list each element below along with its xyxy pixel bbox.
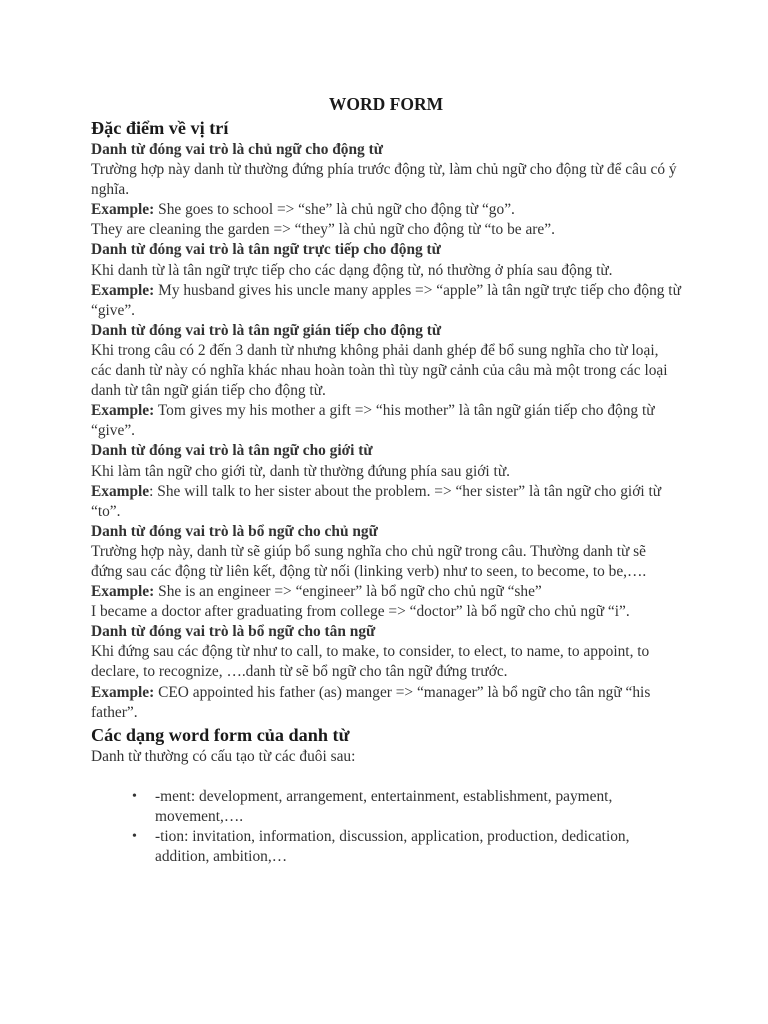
example-label: Example: [91, 402, 155, 420]
example-extra: I became a doctor after graduating from college => “doctor” là bổ ngữ cho chủ ngữ “i”. [91, 603, 630, 621]
subsection-text: Khi danh từ là tân ngữ trực tiếp cho các dạng động từ, nó thường ở phía sau động từ. [91, 261, 613, 279]
example-text: CEO appointed his father (as) manger => “manager” là bổ ngữ cho tân ngữ “his father”. [91, 683, 651, 721]
subsection-text: Khi đứng sau các động từ như to call, to make, to consider, to elect, to name, to appoint, to declare, to recognize, ….danh từ sẽ bổ ngữ cho tân ngữ đứng trước. [91, 643, 650, 681]
example-label: Example [91, 482, 150, 500]
example-label: Example: [91, 583, 155, 601]
example-line [91, 582, 681, 602]
list-item-text: -tion: invitation, information, discussion, application, production, dedication, addition, ambition,… [155, 828, 630, 866]
section-heading-position: Đặc điểm về vị trí [91, 118, 229, 138]
bullet-icon: • [132, 829, 137, 844]
example-text: Tom gives my his mother a gift => “his mother” là tân ngữ gián tiếp cho động từ “give”. [91, 402, 655, 440]
section-heading-word-forms: Các dạng word form của danh từ [91, 724, 350, 745]
example-line [91, 281, 681, 321]
example-line [91, 683, 681, 723]
subsection-heading: Danh từ đóng vai trò là tân ngữ trực tiếp cho động từ [91, 241, 441, 259]
subsection-indirect-object [91, 321, 681, 442]
example-text: She goes to school => “she” là chủ ngữ cho động từ “go”. [154, 201, 515, 219]
example-text: She is an engineer => “engineer” là bổ ngữ cho chủ ngữ “she” [154, 583, 542, 601]
subsection-text: Trường hợp này danh từ thường đứng phía trước động từ, làm chủ ngữ cho động từ để câu có ý nghĩa. [91, 161, 677, 199]
document-title: WORD FORM [328, 94, 444, 114]
example-label: Example: [91, 201, 155, 219]
document-body [91, 92, 681, 867]
subsection-direct-object [91, 240, 681, 320]
suffix-list [91, 787, 681, 867]
example-text: My husband gives his uncle many apples => “apple” là tân ngữ trực tiếp cho động từ “give”. [91, 281, 681, 319]
example-extra: They are cleaning the garden => “they” là chủ ngữ cho động từ “to be are”. [91, 221, 555, 239]
subsection-subject [91, 140, 681, 240]
subsection-heading: Danh từ đóng vai trò là tân ngữ cho giới từ [91, 442, 373, 460]
bullet-icon: • [132, 788, 137, 804]
subsection-text: Khi làm tân ngữ cho giới từ, danh từ thường đứung phía sau giới từ. [91, 462, 511, 480]
section-intro: Danh từ thường có cấu tạo từ các đuôi sau: [91, 747, 356, 765]
subsection-text: Khi trong câu có 2 đến 3 danh từ nhưng không phải danh ghép để bổ sung nghĩa cho từ loại, các danh từ này có nghĩa khác nhau hoàn toàn thì tùy ngữ cảnh của câu mà một trong các loại danh từ tân ngữ gián tiếp cho động từ. [91, 341, 668, 400]
list-item-text: -ment: development, arrangement, entertainment, establishment, payment, movement,…. [155, 787, 613, 825]
list-item [132, 787, 681, 827]
example-line [91, 401, 681, 441]
example-text: : She will talk to her sister about the problem. => “her sister” là tân ngữ cho giới từ “to”. [91, 482, 662, 520]
list-item [132, 827, 681, 867]
subsection-object-complement [91, 622, 681, 722]
example-line [91, 200, 681, 220]
subsection-heading: Danh từ đóng vai trò là chủ ngữ cho động từ [91, 141, 383, 158]
subsection-text: Trường hợp này, danh từ sẽ giúp bổ sung nghĩa cho chủ ngữ trong câu. Thường danh từ sẽ đứng sau các động từ liên kết, động từ nối (linking verb) như to seen, to become, to be,…. [91, 542, 647, 580]
example-line [91, 482, 681, 522]
example-label: Example: [91, 683, 155, 701]
subsection-heading: Danh từ đóng vai trò là bổ ngữ cho chủ ngữ [91, 522, 378, 540]
example-label: Example: [91, 281, 155, 299]
subsection-heading: Danh từ đóng vai trò là tân ngữ gián tiếp cho động từ [91, 321, 442, 339]
subsection-subject-complement [91, 522, 681, 622]
subsection-preposition-object [91, 441, 681, 521]
subsection-heading: Danh từ đóng vai trò là bổ ngữ cho tân ngữ [91, 623, 376, 641]
